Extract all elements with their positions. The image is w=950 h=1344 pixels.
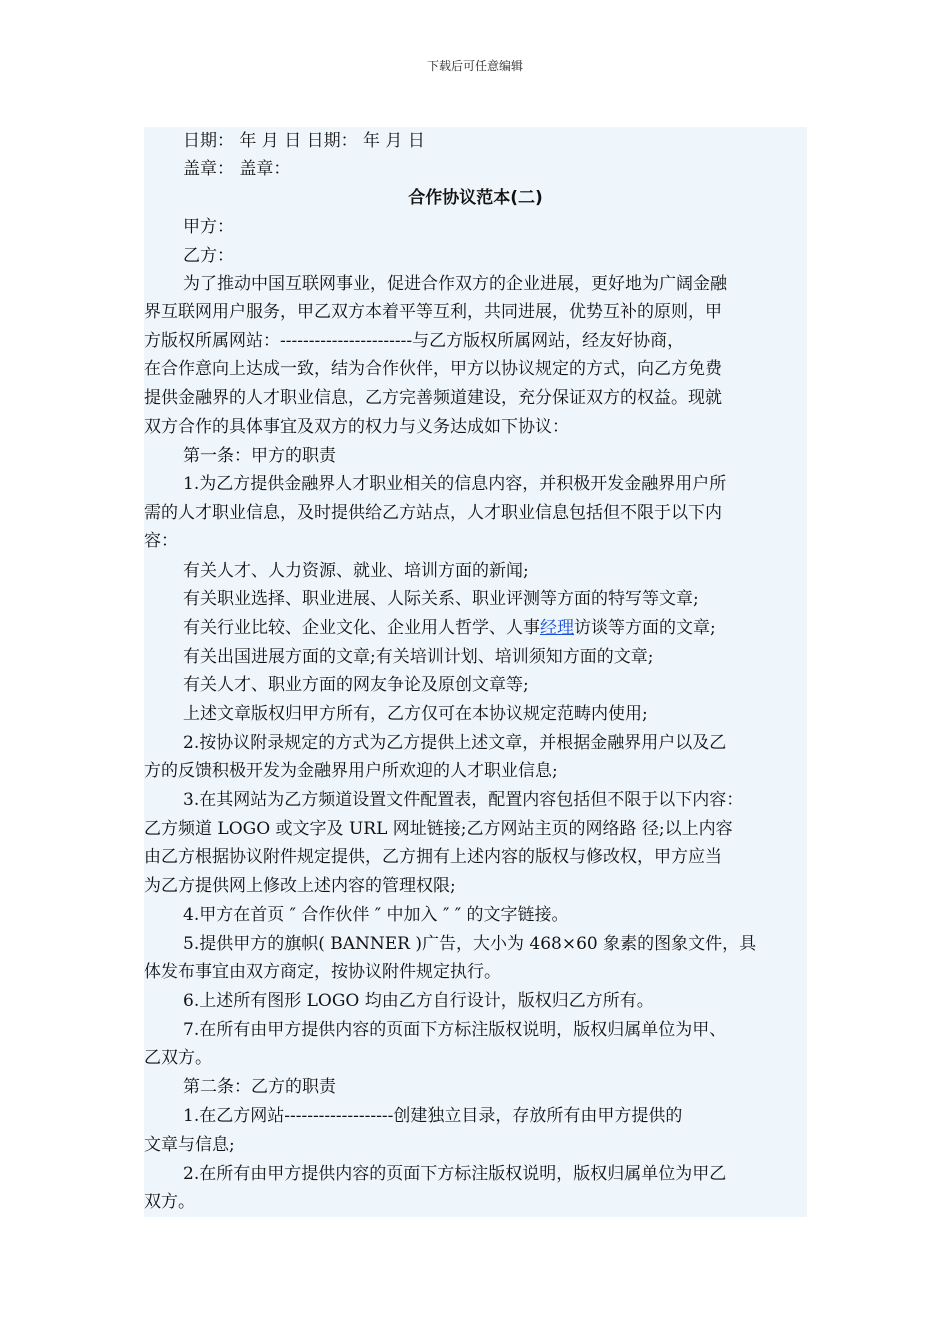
article1-item3-line: 为乙方提供网上修改上述内容的管理权限; bbox=[144, 876, 456, 896]
article1-item3-line: 由乙方根据协议附件规定提供，乙方拥有上述内容的版权与修改权，甲方应当 bbox=[144, 847, 722, 867]
article2-item1-line: 1.在乙方网站-------------------创建独立目录，存放所有由甲方提供的 bbox=[183, 1106, 683, 1126]
intro-line: 在合作意向上达成一致，结为合作伙伴，甲方以协议规定的方式，向乙方免费 bbox=[144, 359, 722, 379]
article1-item6: 6.上述所有图形 LOGO 均由乙方自行设计，版权归乙方所有。 bbox=[183, 991, 654, 1011]
intro-line: 界互联网用户服务，甲乙双方本着平等互利，共同进展，优势互补的原则，甲 bbox=[144, 302, 722, 322]
party-a-label: 甲方： bbox=[183, 217, 234, 237]
party-b-label: 乙方： bbox=[183, 246, 234, 266]
article1-item3-line: 3.在其网站为乙方频道设置文件配置表，配置内容包括但不限于以下内容： bbox=[183, 790, 744, 810]
article1-item3-line: 乙方频道 LOGO 或文字及 URL 网址链接;乙方网站主页的网络路 径;以上内容 bbox=[144, 819, 733, 839]
article2-item2-line: 2.在所有由甲方提供内容的页面下方标注版权说明，版权归属单位为甲乙 bbox=[183, 1164, 727, 1184]
article1-item2-line: 方的反馈积极开发为金融界用户所欢迎的人才职业信息; bbox=[144, 761, 558, 781]
topic-item: 上述文章版权归甲方所有，乙方仅可在本协议规定范畴内使用; bbox=[183, 704, 648, 724]
article1-item7-line: 乙双方。 bbox=[144, 1048, 212, 1068]
article1-item1-line: 1.为乙方提供金融界人才职业相关的信息内容，并积极开发金融界用户所 bbox=[183, 474, 727, 494]
article1-item1-line: 容： bbox=[144, 531, 178, 551]
topic-item: 有关人才、人力资源、就业、培训方面的新闻; bbox=[183, 561, 529, 581]
article2-heading: 第二条：乙方的职责 bbox=[183, 1077, 336, 1097]
document-title: 合作协议范本(二) bbox=[408, 188, 543, 208]
topic-text: 访谈等方面的文章; bbox=[574, 618, 716, 638]
topic-item: 有关职业选择、职业进展、人际关系、职业评测等方面的特写等文章; bbox=[183, 589, 699, 609]
article1-item4: 4.甲方在首页 ″ 合作伙伴 ″ 中加入 ″ ″ 的文字链接。 bbox=[183, 905, 569, 925]
document-body bbox=[144, 127, 807, 1217]
intro-line: 双方合作的具体事宜及双方的权力与义务达成如下协议： bbox=[144, 417, 569, 437]
article1-item1-line: 需的人才职业信息，及时提供给乙方站点，人才职业信息包括但不限于以下内 bbox=[144, 503, 722, 523]
article1-heading: 第一条：甲方的职责 bbox=[183, 446, 336, 466]
topic-item-with-link bbox=[183, 614, 716, 642]
article1-item5-line: 体发布事宜由双方商定，按协议附件规定执行。 bbox=[144, 962, 501, 982]
topic-item: 有关出国进展方面的文章;有关培训计划、培训须知方面的文章; bbox=[183, 647, 654, 667]
seal-line: 盖章： 盖章： bbox=[183, 159, 291, 179]
article2-item2-line: 双方。 bbox=[144, 1192, 195, 1212]
page-header-note: 下载后可任意编辑 bbox=[426, 59, 523, 73]
manager-link[interactable]: 经理 bbox=[540, 618, 574, 638]
date-line: 日期： 年 月 日 日期： 年 月 日 bbox=[183, 131, 425, 151]
intro-line: 方版权所属网站：-----------------------与乙方版权所属网站，经友好协商， bbox=[144, 331, 685, 351]
intro-line: 提供金融界的人才职业信息，乙方完善频道建设，充分保证双方的权益。现就 bbox=[144, 388, 722, 408]
topic-text: 有关行业比较、企业文化、企业用人哲学、人事 bbox=[183, 618, 540, 638]
intro-line: 为了推动中国互联网事业，促进合作双方的企业进展，更好地为广阔金融 bbox=[183, 274, 727, 294]
article2-item1-line: 文章与信息; bbox=[144, 1135, 235, 1155]
article1-item7-line: 7.在所有由甲方提供内容的页面下方标注版权说明，版权归属单位为甲、 bbox=[183, 1020, 727, 1040]
topic-item: 有关人才、职业方面的网友争论及原创文章等; bbox=[183, 675, 529, 695]
article1-item5-line: 5.提供甲方的旗帜( BANNER )广告，大小为 468×60 象素的图象文件，具 bbox=[183, 934, 757, 954]
article1-item2-line: 2.按协议附录规定的方式为乙方提供上述文章，并根据金融界用户以及乙 bbox=[183, 733, 727, 753]
